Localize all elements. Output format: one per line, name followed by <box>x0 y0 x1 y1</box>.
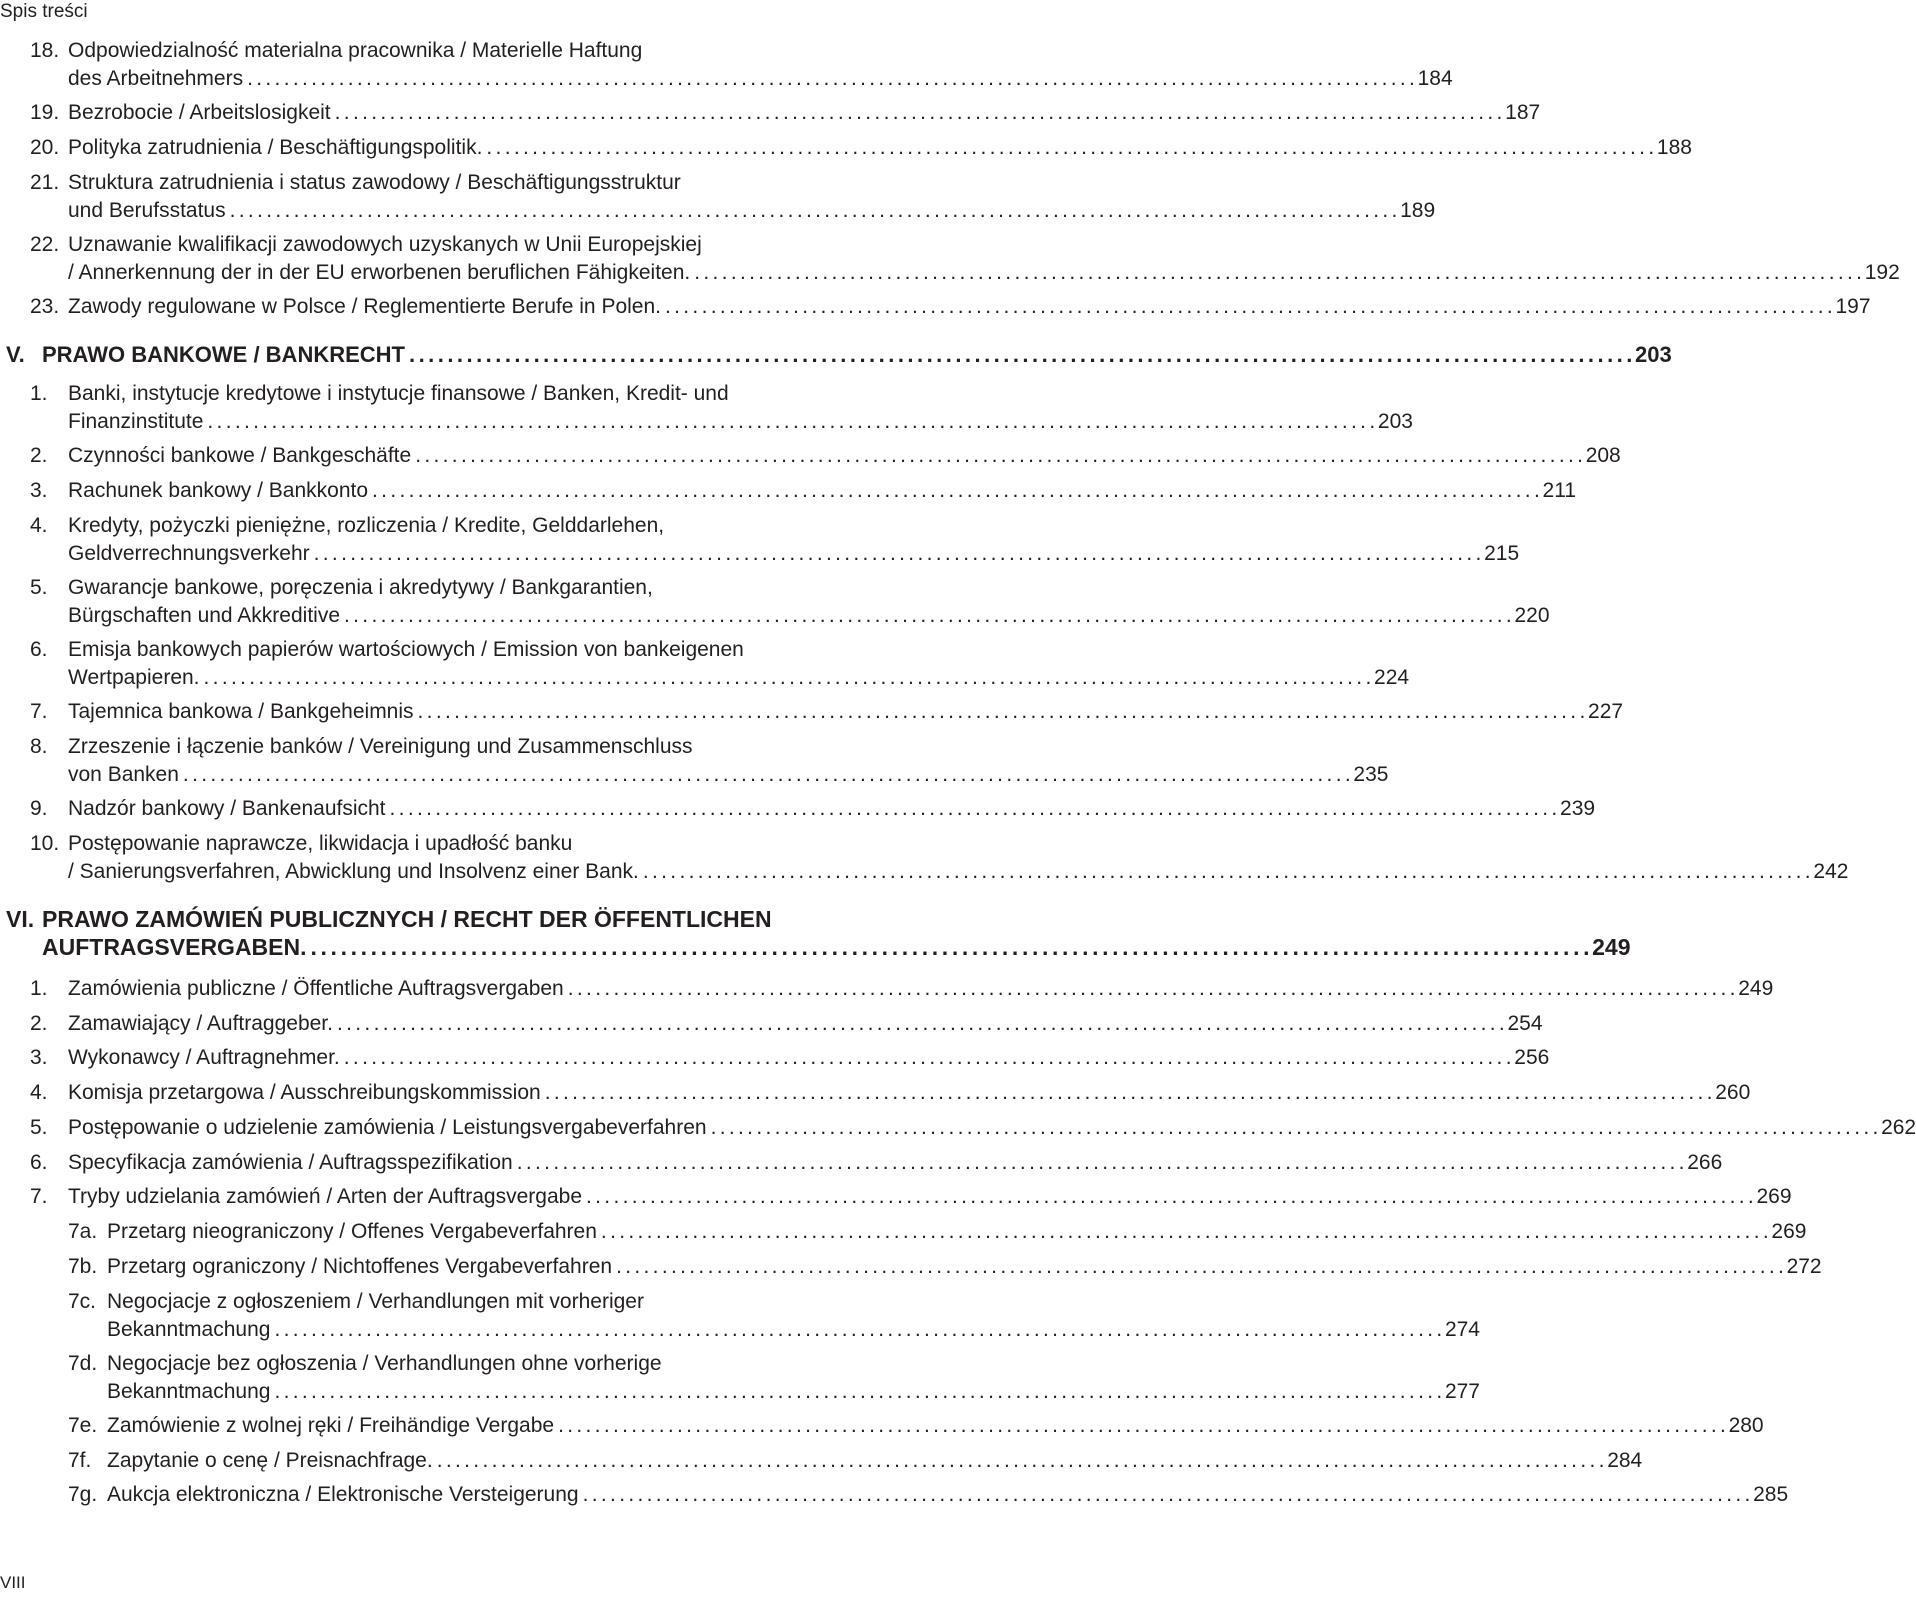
toc-entry-title: Polityka zatrudnienia / Beschäftigungspolitik. <box>68 136 483 159</box>
toc-entry[interactable] <box>0 512 1520 568</box>
toc-entry-number: 7a. <box>68 1220 98 1243</box>
toc-entry[interactable] <box>0 636 1410 692</box>
dot-leader <box>337 1010 1504 1038</box>
dot-leader <box>372 477 1539 505</box>
toc-page-number: 277 <box>1444 1380 1480 1403</box>
toc-entry-title: Zawody regulowane w Polsce / Reglementierte Berufe in Polen. <box>68 295 661 318</box>
dot-leader <box>409 341 1631 369</box>
toc-page-number: 266 <box>1687 1151 1723 1174</box>
toc-entry-number: 3. <box>30 1046 48 1069</box>
toc-entry-number: 7. <box>30 700 48 723</box>
toc-section[interactable] <box>0 905 1631 961</box>
toc-entry-title: PRAWO ZAMÓWIEŃ PUBLICZNYCH / RECHT DER ÖFFENTLICHEN <box>42 906 772 932</box>
toc-entry-title: Specyfikacja zamówienia / Auftragsspezifikation <box>68 1151 513 1174</box>
toc-entry-number: 5. <box>30 576 48 599</box>
toc-entry[interactable] <box>0 1447 1643 1475</box>
toc-entry-title: Wertpapieren. <box>68 666 200 689</box>
toc-entry[interactable] <box>0 1079 1751 1107</box>
toc-entry-title: Bürgschaften und Akkreditive <box>68 604 340 627</box>
toc-entry-number: 7g. <box>68 1483 98 1506</box>
toc-entry[interactable] <box>0 231 1900 287</box>
toc-entry-title: Bekanntmachung <box>107 1318 271 1341</box>
toc-entry[interactable] <box>0 1044 1550 1072</box>
toc-entry-title: AUFTRAGSVERGABEN. <box>42 934 307 960</box>
toc-entry-number: 9. <box>30 797 48 820</box>
toc-entry-title: PRAWO BANKOWE / BANKRECHT <box>42 342 405 367</box>
toc-entry-number: 22. <box>30 233 60 256</box>
toc-page-number: 285 <box>1753 1483 1789 1506</box>
toc-entry[interactable] <box>0 134 1692 162</box>
toc-entry-number: 4. <box>30 1081 48 1104</box>
dot-leader <box>247 65 1414 93</box>
toc-page-number: 272 <box>1786 1255 1822 1278</box>
toc-entry[interactable] <box>0 37 1453 93</box>
toc-entry-title: von Banken <box>68 763 179 786</box>
dot-leader <box>207 408 1374 436</box>
toc-page-number: 224 <box>1374 666 1410 689</box>
dot-leader <box>486 134 1653 162</box>
toc-entry[interactable] <box>0 477 1577 505</box>
toc-page-number: 284 <box>1607 1449 1643 1472</box>
toc-entry-title: Nadzór bankowy / Bankenaufsicht <box>68 797 386 820</box>
dot-leader <box>568 975 1735 1003</box>
dot-leader <box>437 1447 1604 1475</box>
toc-page-number: 269 <box>1756 1185 1792 1208</box>
toc-page-number: 239 <box>1560 797 1596 820</box>
toc-page-number: 249 <box>1738 977 1774 1000</box>
toc-page-number: 269 <box>1771 1220 1807 1243</box>
toc-entry-title: Wykonawcy / Auftragnehmer. <box>68 1046 340 1069</box>
toc-page-number: 197 <box>1835 295 1871 318</box>
toc-entry-title: Struktura zatrudnienia i status zawodowy / Beschäftigungsstruktur <box>68 171 681 194</box>
toc-entry-title: Finanzinstitute <box>68 410 204 433</box>
dot-leader <box>274 1378 1441 1406</box>
toc-entry-title: Przetarg ograniczony / Nichtoffenes Vergabeverfahren <box>107 1255 613 1278</box>
dot-leader <box>616 1253 1783 1281</box>
toc-entry-title: Banki, instytucje kredytowe i instytucje finansowe / Banken, Kredit- und <box>68 382 729 405</box>
toc-page-number: 242 <box>1813 860 1849 883</box>
dot-leader <box>390 795 1557 823</box>
toc-page-number: 280 <box>1728 1414 1764 1437</box>
toc-entry-title: Tajemnica bankowa / Bankgeheimnis <box>68 700 414 723</box>
dot-leader <box>204 664 1371 692</box>
toc-entry[interactable] <box>0 380 1413 436</box>
dot-leader <box>601 1218 1768 1246</box>
toc-entry[interactable] <box>0 733 1389 789</box>
toc-page-number: 249 <box>1592 934 1631 960</box>
toc-entry-number: 6. <box>30 1151 48 1174</box>
toc-entry[interactable] <box>0 1412 1764 1440</box>
toc-page-number: 189 <box>1400 199 1436 222</box>
toc-entry-title: Gwarancje bankowe, poręczenia i akredytywy / Bankgarantien, <box>68 576 653 599</box>
toc-page-number: 215 <box>1484 542 1520 565</box>
toc-page-number: 256 <box>1514 1046 1550 1069</box>
toc-entry-title: Zapytanie o cenę / Preisnachfrage. <box>107 1449 433 1472</box>
toc-entry-number: 5. <box>30 1116 48 1139</box>
toc-entry[interactable] <box>0 1149 1723 1177</box>
running-header: Spis treści <box>0 1 88 22</box>
toc-entry-number: V. <box>6 342 25 367</box>
toc-entry[interactable] <box>0 1183 1792 1211</box>
toc-entry[interactable] <box>0 99 1541 127</box>
toc-entry-number: 23. <box>30 295 60 318</box>
toc-entry[interactable] <box>0 975 1774 1003</box>
toc-entry-number: 7b. <box>68 1255 98 1278</box>
dot-leader <box>274 1316 1441 1344</box>
dot-leader <box>314 540 1481 568</box>
toc-entry-title: Rachunek bankowy / Bankkonto <box>68 479 369 502</box>
toc-page-number: 254 <box>1507 1012 1543 1035</box>
dot-leader <box>643 858 1810 886</box>
toc-entry-title: Negocjacje z ogłoszeniem / Verhandlungen mit vorheriger <box>107 1290 644 1313</box>
dot-leader <box>517 1149 1684 1177</box>
toc-entry[interactable] <box>0 1288 1480 1344</box>
toc-entry-title: / Sanierungsverfahren, Abwicklung und Insolvenz einer Bank. <box>68 860 639 883</box>
toc-entry[interactable] <box>0 1010 1543 1038</box>
toc-entry[interactable] <box>0 169 1436 225</box>
dot-leader <box>583 1481 1750 1509</box>
toc-entry-number: 7. <box>30 1185 48 1208</box>
toc-entry-title: Bekanntmachung <box>107 1380 271 1403</box>
toc-entry-title: Emisja bankowych papierów wartościowych / Emission von bankeigenen <box>68 638 744 661</box>
toc-entry-title: Negocjacje bez ogłoszenia / Verhandlungen ohne vorherige <box>107 1352 662 1375</box>
toc-entry-title: Postępowanie o udzielenie zamówienia / Leistungsvergabeverfahren <box>68 1116 707 1139</box>
dot-leader <box>694 259 1861 287</box>
toc-entry-number: 3. <box>30 479 48 502</box>
toc-entry-title: Aukcja elektroniczna / Elektronische Versteigerung <box>107 1483 579 1506</box>
toc-entry-number: 21. <box>30 171 60 194</box>
dot-leader <box>344 1044 1511 1072</box>
toc-entry-number: 19. <box>30 101 60 124</box>
toc-entry-number: 10. <box>30 832 60 855</box>
toc-page-number: 211 <box>1542 479 1577 502</box>
toc-entry[interactable] <box>0 1114 1916 1142</box>
toc-page-number: 203 <box>1377 410 1413 433</box>
page-folio: VIII <box>0 1573 26 1592</box>
toc-entry-title: Kredyty, pożyczki pieniężne, rozliczenia / Kredite, Gelddarlehen, <box>68 514 665 537</box>
toc-entry-number: 18. <box>30 39 60 62</box>
toc-page-number: 235 <box>1353 763 1389 786</box>
toc-page-number: 220 <box>1514 604 1550 627</box>
toc-entry-number: 1. <box>30 382 48 405</box>
toc-entry-title: Odpowiedzialność materialna pracownika / Materielle Haftung <box>68 39 643 62</box>
toc-entry-title: Bezrobocie / Arbeitslosigkeit <box>68 101 331 124</box>
toc-entry-title: Tryby udzielania zamówień / Arten der Auftragsvergabe <box>68 1185 582 1208</box>
toc-entry-number: 7d. <box>68 1352 98 1375</box>
dot-leader <box>545 1079 1712 1107</box>
toc-page-number: 274 <box>1444 1318 1480 1341</box>
toc-page-number: 208 <box>1585 444 1621 467</box>
toc-page-number: 184 <box>1417 67 1453 90</box>
toc-entry-number: 8. <box>30 735 48 758</box>
toc-entry-number: 7c. <box>68 1290 97 1313</box>
toc-entry-title: Przetarg nieograniczony / Offenes Vergabeverfahren <box>107 1220 597 1243</box>
toc-page-number: 203 <box>1635 342 1672 367</box>
toc-entry-number: VI. <box>6 906 35 932</box>
toc-entry[interactable] <box>0 698 1624 726</box>
toc-page-number: 262 <box>1881 1116 1916 1139</box>
toc-entry-title: Zamówienie z wolnej ręki / Freihändige Vergabe <box>107 1414 555 1437</box>
toc-page-number: 260 <box>1715 1081 1751 1104</box>
dot-leader <box>558 1412 1725 1440</box>
toc-entry[interactable] <box>0 1253 1822 1281</box>
toc-entry-number: 7f. <box>68 1449 92 1472</box>
toc-entry-title: und Berufsstatus <box>68 199 226 222</box>
toc-entry-number: 2. <box>30 444 48 467</box>
toc-entry[interactable] <box>0 1218 1807 1246</box>
toc-entry[interactable] <box>0 293 1871 321</box>
toc-entry-number: 20. <box>30 136 60 159</box>
dot-leader <box>415 442 1582 470</box>
toc-entry-number: 4. <box>30 514 48 537</box>
toc-entry[interactable] <box>0 795 1596 823</box>
toc-entry-title: Czynności bankowe / Bankgeschäfte <box>68 444 412 467</box>
toc-page-number: 188 <box>1656 136 1692 159</box>
dot-leader <box>344 602 1511 630</box>
dot-leader <box>418 698 1585 726</box>
toc-entry[interactable] <box>0 1350 1480 1406</box>
toc-entry[interactable] <box>0 1481 1789 1509</box>
toc-entry-number: 6. <box>30 638 48 661</box>
toc-entry-number: 1. <box>30 977 48 1000</box>
dot-leader <box>311 933 1589 961</box>
toc-entry-title: Komisja przetargowa / Ausschreibungskommission <box>68 1081 541 1104</box>
dot-leader <box>586 1183 1753 1211</box>
toc-entry-title: Zamówienia publiczne / Öffentliche Auftragsvergaben <box>68 977 564 1000</box>
dot-leader <box>335 99 1502 127</box>
toc-page-number: 192 <box>1864 261 1900 284</box>
toc-entry-number: 2. <box>30 1012 48 1035</box>
toc-entry-title: Uznawanie kwalifikacji zawodowych uzyskanych w Unii Europejskiej <box>68 233 702 256</box>
toc-page-number: 227 <box>1588 700 1624 723</box>
toc-entry-title: Postępowanie naprawcze, likwidacja i upadłość banku <box>68 832 573 855</box>
toc-page-number: 187 <box>1505 101 1541 124</box>
dot-leader <box>230 197 1397 225</box>
dot-leader <box>183 761 1350 789</box>
toc-entry[interactable] <box>0 442 1621 470</box>
toc-entry-title: Zamawiający / Auftraggeber. <box>68 1012 333 1035</box>
toc-entry-number: 7e. <box>68 1414 98 1437</box>
dot-leader <box>665 293 1832 321</box>
toc-entry-title: Zrzeszenie i łączenie banków / Vereinigung und Zusammenschluss <box>68 735 693 758</box>
toc-entry-title: des Arbeitnehmers <box>68 67 244 90</box>
dot-leader <box>711 1114 1878 1142</box>
toc-entry[interactable] <box>0 574 1550 630</box>
toc-entry-title: Geldverrechnungsverkehr <box>68 542 310 565</box>
toc-section[interactable] <box>0 341 1672 369</box>
toc-entry[interactable] <box>0 830 1849 886</box>
toc-entry-title: / Annerkennung der in der EU erworbenen beruflichen Fähigkeiten. <box>68 261 691 284</box>
